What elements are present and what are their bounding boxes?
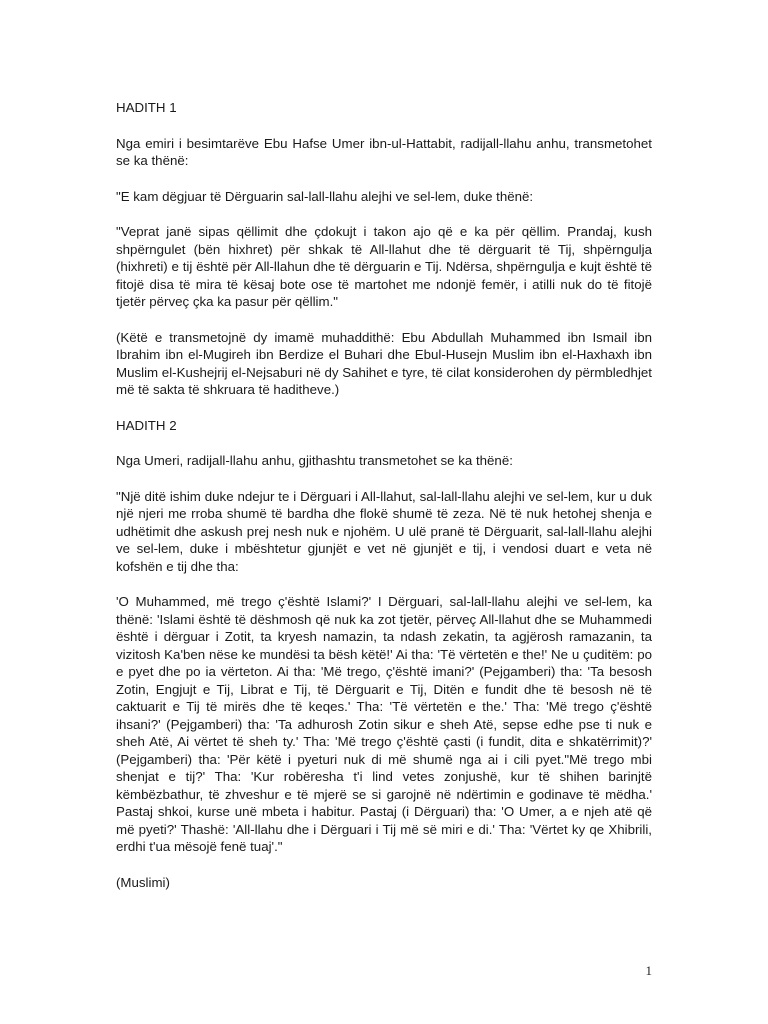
- hadith-1-quote-intro: "E kam dëgjuar të Dërguarin sal-lall-llahu alejhi ve sel-lem, duke thënë:: [116, 188, 534, 204]
- hadith-1-source: (Këtë e transmetojnë dy imamë muhaddithë: Ebu Abdullah Muhammed ibn Ismail ibn Ibrahim ibn el-Mugireh ibn Berdize el Buhari dhe Ebul-Husejn Muslim ibn el-Haxhaxh ibn Muslim el-Kushejrij el-Nejsaburi në dy Sahihet e tyre, të cilat konsiderohen dy përmbledhjet më të sakta të shkruara të haditheve.): [116, 329, 652, 397]
- hadith-2-intro: Nga Umeri, radijall-llahu anhu, gjithashtu transmetohet se ka thënë:: [116, 453, 513, 468]
- hadith-2-paragraph-2: 'O Muhammed, më trego ç'është Islami?' I Dërguari, sal-lall-llahu alejhi ve sel-lem, ka thënë: 'Islami është të dëshmosh që nuk ka zot tjetër, përveç All-llahut dhe se Muhammedi është i dërguar i Zotit, ta kryesh namazin, ta ndash zekatin, ta agjërosh ramazanin, ta vizitosh Ka'ben nëse ke mundësi ta bësh këtë!' Ai tha: 'Të vërtetën e the!' Ne u çuditëm: po e pyet dhe po ia vërteton. Ai tha: 'Më trego, ç'është imani?' (Pejgamberi) tha: 'Ta besosh Zotin, Engjujt e Tij, Librat e Tij, të Dërguarit e Tij, Ditën e fundit dhe të besosh në të caktuarit e Tij të mirës dhe të keqes.' Tha: 'Të vërtetën e the.' Tha: 'Më trego ç'është ihsani?' (Pejgamberi) tha: 'Ta adhurosh Zotin sikur e sheh Atë, sepse edhe pse ti nuk e sheh Atë, Ai vërtet të sheh ty.' Tha: 'Më trego ç'është çasti (i fundit, dita e shkatërrimit)?' (Pejgamberi) tha: 'Për këtë i pyeturi nuk di më shumë nga ai i cili pyet."Më trego mbi shenjat e tij?' Tha: 'Kur robëresha t'i lind vetes zonjushë, kur të shihen barinjtë këmbëzbathur, të zhveshur e të mjerë se si garojnë në ndërtimin e godinave të mëdha.' Pastaj shkoi, kurse unë mbeta i habitur. Pastaj (i Dërguari) tha: 'O Umer, a e njeh atë që më pyeti?' Thashë: 'All-llahu dhe i Dërguari i Tij më së miri e di.' Tha: 'Vërtet ky qe Xhibrili, erdhi t'ua mësojë fenë tuaj'.": [116, 594, 652, 854]
- hadith-1-heading: HADITH 1: [116, 100, 177, 115]
- document-page: [116, 99, 652, 909]
- hadith-1-intro: Nga emiri i besimtarëve Ebu Hafse Umer ibn-ul-Hattabit, radijall-llahu anhu, transmetohet se ka thënë:: [116, 135, 652, 168]
- hadith-2-paragraph-1: "Një ditë ishim duke ndejur te i Dërguari i All-llahut, sal-lall-llahu alejhi ve sel-lem, kur u duk një njeri me rroba shumë të bardha dhe flokë shumë të zeza. Në të nuk hetohej shenja e udhëtimit dhe askush prej nesh nuk e njohëm. U ulë pranë të Dërguarit, sal-lall-llahu alejhi ve sel-lem, duke i mbështetur gjunjët e vet në gjunjët e tij, i vendosi duart e veta në kofshën e tij dhe tha:: [116, 488, 652, 574]
- hadith-2-heading: HADITH 2: [116, 417, 177, 433]
- hadith-2-source: (Muslimi): [116, 874, 170, 890]
- hadith-1-quote: "Veprat janë sipas qëllimit dhe çdokujt i takon ajo që e ka për qëllim. Prandaj, kush shpërngulet (bën hixhret) për shkak të All-llahut dhe të dërguarit të Tij, shpërngulja (hixhreti) e tij është për All-llahun dhe të dërguarin e Tij. Ndërsa, shpërngulja e kujt është të fitojë disa të mira të kësaj bote ose të martohet me ndonjë femër, i atilli nuk do të fitojë tjetër përveç çka ka pasur për qëllim.": [116, 224, 652, 309]
- page-number: 1: [645, 963, 652, 978]
